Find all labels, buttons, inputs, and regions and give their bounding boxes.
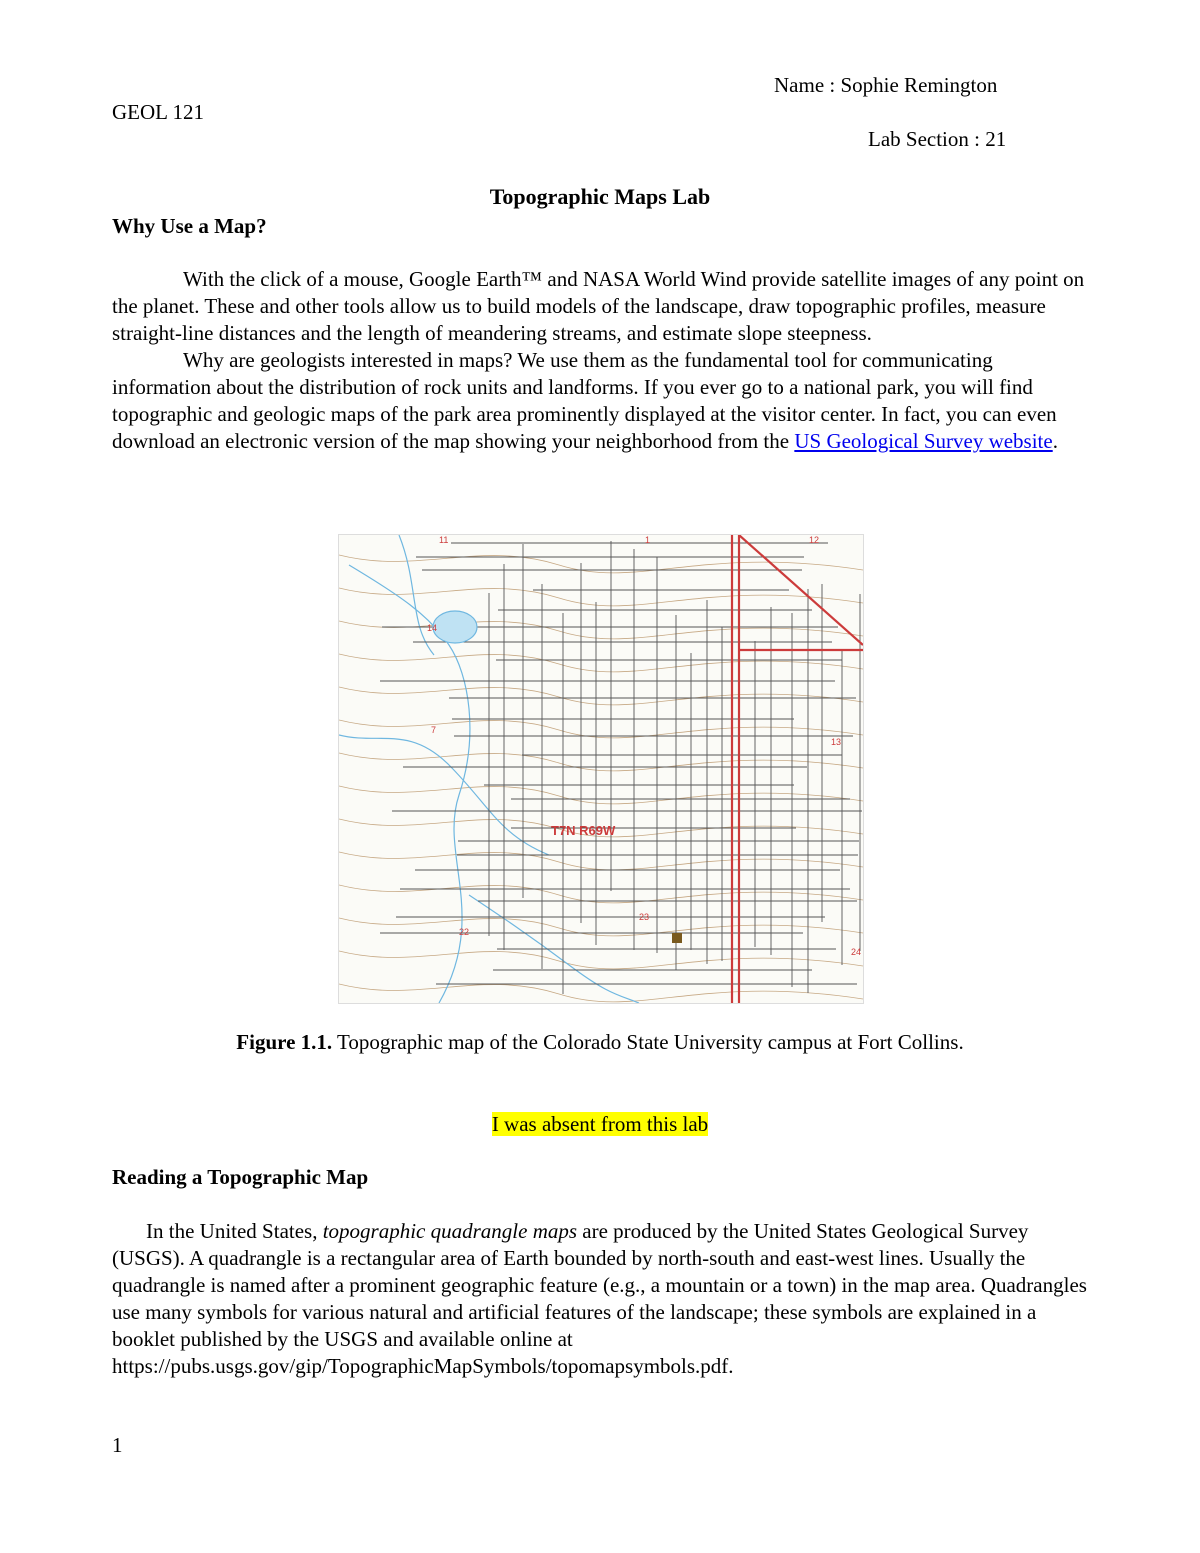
township-range-label: T7N R69W xyxy=(551,823,616,838)
contour-line xyxy=(339,621,863,639)
section-number: 11 xyxy=(439,535,449,545)
page-title: Topographic Maps Lab xyxy=(489,184,711,209)
section2-text-rest: are produced by the United States Geological Survey (USGS). A quadrangle is a rectangular area of Earth bounded by north-south and east-west lines. Usually the quadrangle is named after a prominent geographic feature (e.g., a mountain or a town) in the map area. Quadrangles use many symbols for various natural and artificial features of the landscape; these symbols are explained in a booklet published by the USGS and available online at https://pubs.usgs.gov/gip/TopographicMapSymbols/topomapsymbols.pdf. xyxy=(112,1219,1087,1378)
contour-line xyxy=(339,753,863,771)
absence-note-wrapper xyxy=(0,1111,1200,1138)
section-heading-why-use-map: Why Use a Map? xyxy=(112,214,267,238)
figure-caption xyxy=(0,1029,1200,1056)
contour-line xyxy=(339,885,863,903)
contour-line xyxy=(339,588,863,606)
section-heading-reading-topo-map: Reading a Topographic Map xyxy=(112,1165,369,1189)
section-number: 22 xyxy=(459,927,470,937)
absence-note: I was absent from this lab xyxy=(491,1112,709,1136)
stream xyxy=(399,535,434,655)
section-number: 7 xyxy=(431,725,437,735)
section1-paragraph-2-end: . xyxy=(1052,429,1058,453)
contour-line xyxy=(339,720,863,738)
section-number: 13 xyxy=(831,737,842,747)
section-number: 24 xyxy=(851,947,862,957)
figure-caption-text: Topographic map of the Colorado State University campus at Fort Collins. xyxy=(332,1030,964,1054)
contour-line xyxy=(339,951,863,969)
course-code: GEOL 121 xyxy=(112,100,204,124)
stream xyxy=(339,735,549,855)
section2-text-start: In the United States, xyxy=(146,1219,323,1243)
lab-section: Lab Section : 21 xyxy=(868,127,1007,151)
section-number: 14 xyxy=(427,623,438,633)
section1-paragraph-1: With the click of a mouse, Google Earth™ and NASA World Wind provide satellite images of any point on the planet. These and other tools allow us to build models of the landscape, draw topographic profiles, measure straight-line distances and the length of meandering streams, and estimate slope steepness. xyxy=(112,267,1085,345)
page-number: 1 xyxy=(112,1433,123,1457)
student-name: Name : Sophie Remington xyxy=(774,73,998,97)
contour-line xyxy=(339,654,863,672)
section2-italic-term: topographic quadrangle maps xyxy=(322,1219,578,1243)
section2-body xyxy=(112,1218,1087,1380)
section1-paragraph-2-text: Why are geologists interested in maps? We use them as the fundamental tool for communicating information about the distribution of rock units and landforms. If you ever go to a national park, you will find topographic and geologic maps of the park area prominently displayed at the visitor center. In fact, you can even download an electronic version of the map showing your neighborhood from the xyxy=(112,348,1057,453)
school-symbol xyxy=(672,933,682,943)
topographic-map-image xyxy=(338,534,864,1004)
reservoir xyxy=(433,611,477,643)
section2-paragraph-1 xyxy=(112,1218,1087,1380)
topographic-map-graphic xyxy=(339,535,863,1003)
figure-caption-label: Figure 1.1. xyxy=(236,1030,333,1054)
contour-line xyxy=(339,687,863,705)
map-labels xyxy=(551,823,616,838)
usgs-website-link[interactable]: US Geological Survey website xyxy=(794,429,1053,453)
contour-lines xyxy=(339,555,863,1002)
section1-body xyxy=(112,266,1087,455)
section-number: 12 xyxy=(809,535,820,545)
section-number-labels xyxy=(427,535,861,957)
section-number: 1 xyxy=(645,535,651,545)
contour-line xyxy=(339,786,863,804)
section1-paragraph-2 xyxy=(112,347,1087,455)
section-number: 23 xyxy=(639,912,650,922)
